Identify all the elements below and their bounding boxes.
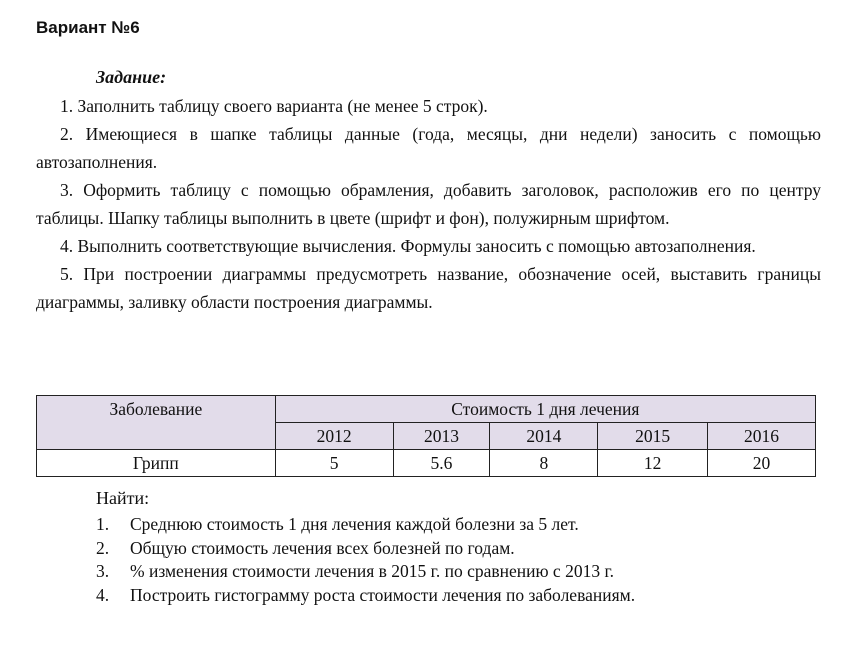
task-item: 4. Выполнить соответствующие вычисления. Формулы заносить с помощью автозаполнения. xyxy=(60,236,756,256)
year-cell: 2013 xyxy=(393,423,490,450)
item-number: 3. xyxy=(96,561,110,581)
list-item xyxy=(96,537,816,561)
year-cell: 2012 xyxy=(275,423,393,450)
item-number: 2. xyxy=(96,537,110,558)
value-cell: 20 xyxy=(708,450,816,477)
table-header-row xyxy=(37,396,816,423)
item-number: 4. xyxy=(96,584,110,605)
year-cell: 2016 xyxy=(708,423,816,450)
task-item: 3. Оформить таблицу с помощью обрамления, добавить заголовок, расположив его по центру таблицы. Шапку таблицы выполнить в цвете (шрифт и фон), полужирным шрифтом. xyxy=(36,180,821,228)
task-label: Задание: xyxy=(96,67,167,87)
item-text: Построить гистограмму роста стоимости лечения по заболеваниям. xyxy=(130,584,636,605)
list-item xyxy=(96,584,816,608)
item-number: 1. xyxy=(96,514,110,534)
item-text: % изменения стоимости лечения в 2015 г. по сравнению с 2013 г. xyxy=(130,561,615,581)
find-list xyxy=(96,513,816,607)
year-cell: 2014 xyxy=(490,423,598,450)
header-cost-group: Стоимость 1 дня лечения xyxy=(275,396,815,423)
value-cell: 8 xyxy=(490,450,598,477)
item-text: Среднюю стоимость 1 дня лечения каждой болезни за 5 лет. xyxy=(130,514,579,534)
year-cell: 2015 xyxy=(598,423,708,450)
table-row xyxy=(37,450,816,477)
find-label: Найти: xyxy=(96,488,150,508)
task-list xyxy=(36,92,821,316)
list-item xyxy=(96,513,816,537)
header-disease: Заболевание xyxy=(37,396,276,450)
variant-title: Вариант №6 xyxy=(36,18,140,37)
task-item: 5. При построении диаграммы предусмотреть название, обозначение осей, выставить границы диаграммы, заливку области построения диаграммы. xyxy=(36,264,821,312)
task-item: 2. Имеющиеся в шапке таблицы данные (года, месяцы, дни недели) заносить с помощью автозаполнения. xyxy=(36,124,821,172)
cost-table xyxy=(36,395,816,477)
item-text: Общую стоимость лечения всех болезней по годам. xyxy=(130,537,515,558)
disease-name: Грипп xyxy=(37,450,276,477)
value-cell: 5.6 xyxy=(393,450,490,477)
value-cell: 12 xyxy=(598,450,708,477)
list-item xyxy=(96,560,816,584)
task-item: 1. Заполнить таблицу своего варианта (не менее 5 строк). xyxy=(60,96,488,116)
value-cell: 5 xyxy=(275,450,393,477)
